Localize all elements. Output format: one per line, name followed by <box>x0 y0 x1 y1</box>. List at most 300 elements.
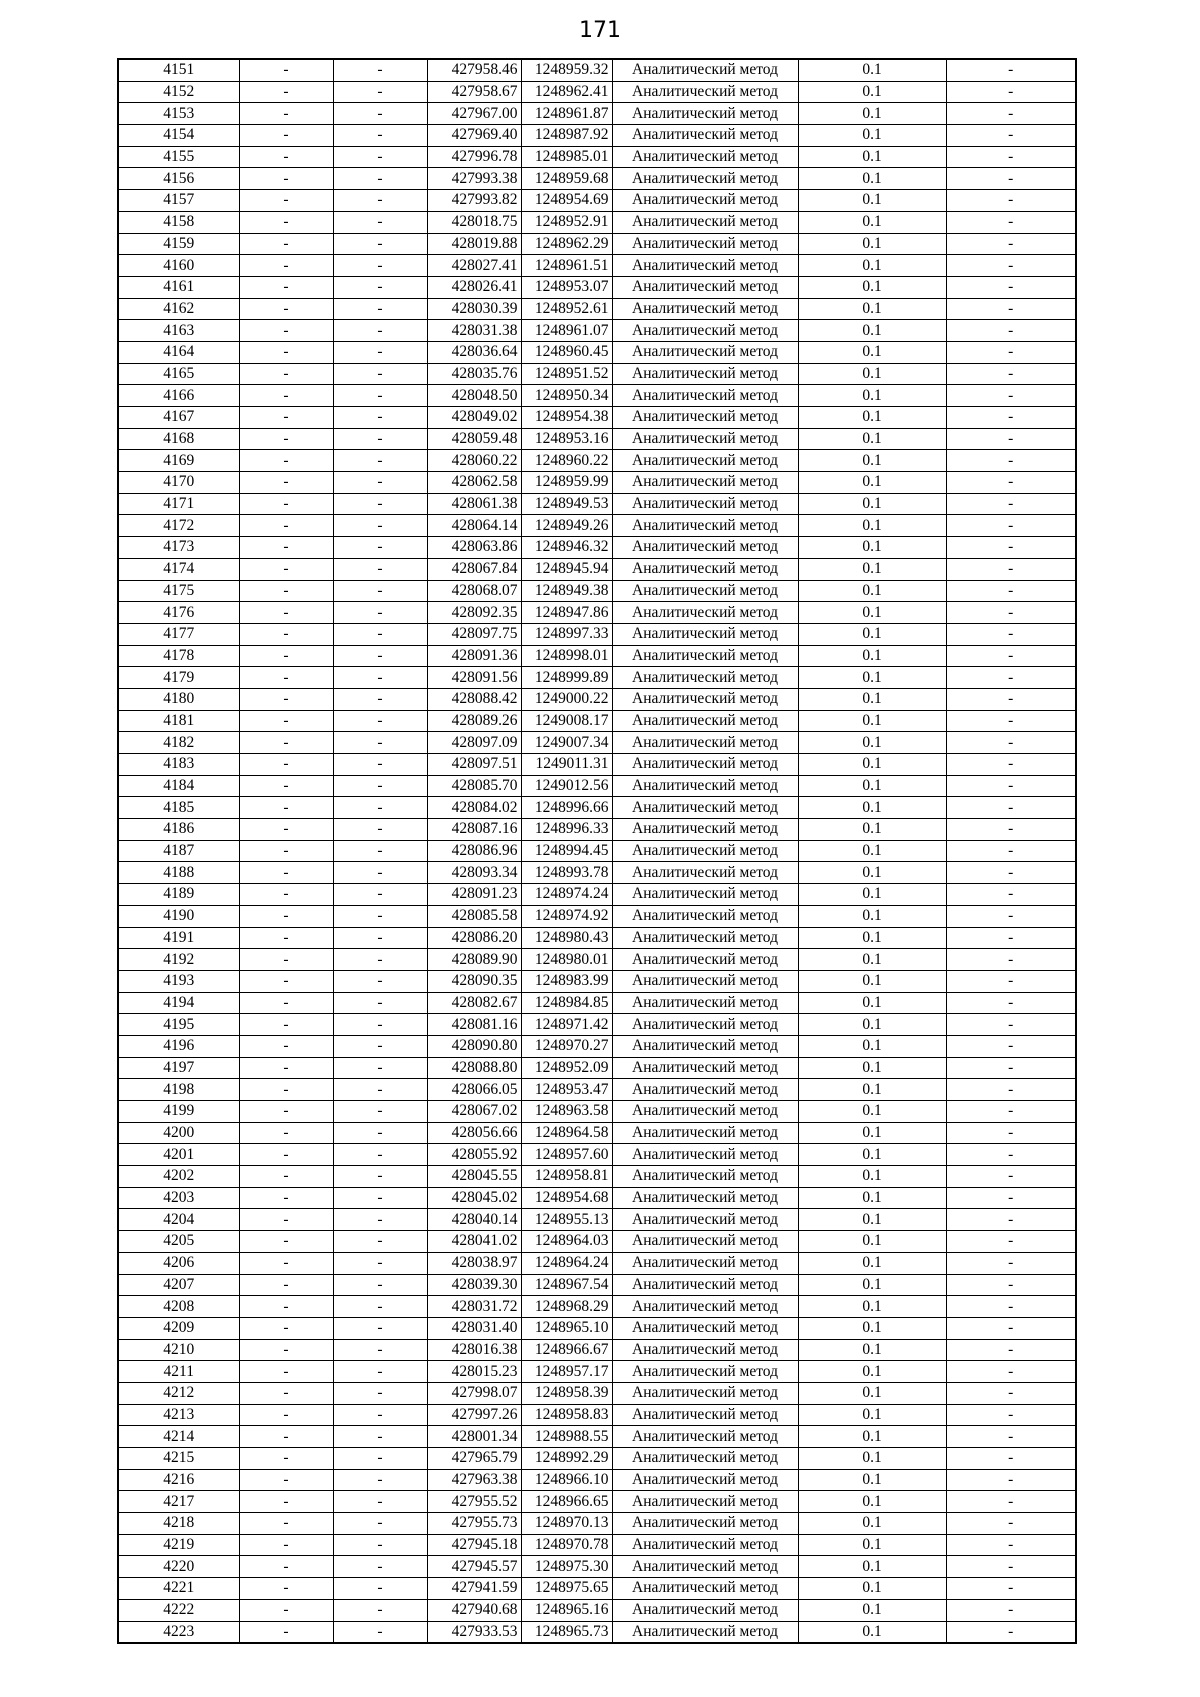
method-cell: Аналитический метод <box>612 819 798 841</box>
empty-cell: - <box>946 1057 1076 1079</box>
empty-cell: - <box>333 1209 427 1231</box>
accuracy-cell: 0.1 <box>798 667 946 689</box>
accuracy-cell: 0.1 <box>798 970 946 992</box>
empty-cell: - <box>333 580 427 602</box>
method-cell: Аналитический метод <box>612 450 798 472</box>
y-coordinate-cell: 1248961.51 <box>521 255 612 277</box>
y-coordinate-cell: 1248961.87 <box>521 103 612 125</box>
x-coordinate-cell: 427958.46 <box>427 59 521 81</box>
table-row <box>118 1014 1076 1036</box>
method-cell: Аналитический метод <box>612 884 798 906</box>
method-cell: Аналитический метод <box>612 667 798 689</box>
empty-cell: - <box>946 645 1076 667</box>
x-coordinate-cell: 428027.41 <box>427 255 521 277</box>
y-coordinate-cell: 1248964.03 <box>521 1231 612 1253</box>
empty-cell: - <box>239 840 333 862</box>
x-coordinate-cell: 428089.90 <box>427 949 521 971</box>
empty-cell: - <box>946 103 1076 125</box>
empty-cell: - <box>946 472 1076 494</box>
x-coordinate-cell: 428088.80 <box>427 1057 521 1079</box>
accuracy-cell: 0.1 <box>798 233 946 255</box>
empty-cell: - <box>239 905 333 927</box>
empty-cell: - <box>946 211 1076 233</box>
table-row <box>118 1209 1076 1231</box>
y-coordinate-cell: 1248987.92 <box>521 125 612 147</box>
y-coordinate-cell: 1248984.85 <box>521 992 612 1014</box>
empty-cell: - <box>946 1426 1076 1448</box>
x-coordinate-cell: 427997.26 <box>427 1404 521 1426</box>
method-cell: Аналитический метод <box>612 1209 798 1231</box>
point-number-cell: 4201 <box>118 1144 239 1166</box>
x-coordinate-cell: 428089.26 <box>427 710 521 732</box>
method-cell: Аналитический метод <box>612 1361 798 1383</box>
empty-cell: - <box>946 840 1076 862</box>
empty-cell: - <box>946 1491 1076 1513</box>
method-cell: Аналитический метод <box>612 1274 798 1296</box>
empty-cell: - <box>946 1079 1076 1101</box>
empty-cell: - <box>333 363 427 385</box>
table-row <box>118 168 1076 190</box>
empty-cell: - <box>239 493 333 515</box>
y-coordinate-cell: 1248970.13 <box>521 1513 612 1535</box>
x-coordinate-cell: 428085.58 <box>427 905 521 927</box>
method-cell: Аналитический метод <box>612 1426 798 1448</box>
empty-cell: - <box>333 1621 427 1643</box>
empty-cell: - <box>333 211 427 233</box>
empty-cell: - <box>333 905 427 927</box>
empty-cell: - <box>946 1317 1076 1339</box>
point-number-cell: 4163 <box>118 320 239 342</box>
empty-cell: - <box>333 1491 427 1513</box>
empty-cell: - <box>946 1469 1076 1491</box>
empty-cell: - <box>239 1404 333 1426</box>
table-row <box>118 1101 1076 1123</box>
x-coordinate-cell: 428090.35 <box>427 970 521 992</box>
empty-cell: - <box>239 1166 333 1188</box>
empty-cell: - <box>946 1578 1076 1600</box>
empty-cell: - <box>333 558 427 580</box>
point-number-cell: 4170 <box>118 472 239 494</box>
table-row <box>118 1599 1076 1621</box>
y-coordinate-cell: 1248949.53 <box>521 493 612 515</box>
empty-cell: - <box>946 1296 1076 1318</box>
table-row <box>118 884 1076 906</box>
empty-cell: - <box>239 970 333 992</box>
accuracy-cell: 0.1 <box>798 862 946 884</box>
method-cell: Аналитический метод <box>612 1404 798 1426</box>
accuracy-cell: 0.1 <box>798 797 946 819</box>
empty-cell: - <box>946 819 1076 841</box>
method-cell: Аналитический метод <box>612 580 798 602</box>
empty-cell: - <box>239 949 333 971</box>
point-number-cell: 4169 <box>118 450 239 472</box>
empty-cell: - <box>946 1274 1076 1296</box>
table-row <box>118 1534 1076 1556</box>
empty-cell: - <box>333 1317 427 1339</box>
y-coordinate-cell: 1248975.65 <box>521 1578 612 1600</box>
y-coordinate-cell: 1248949.26 <box>521 515 612 537</box>
point-number-cell: 4185 <box>118 797 239 819</box>
accuracy-cell: 0.1 <box>798 211 946 233</box>
accuracy-cell: 0.1 <box>798 1599 946 1621</box>
method-cell: Аналитический метод <box>612 927 798 949</box>
point-number-cell: 4188 <box>118 862 239 884</box>
y-coordinate-cell: 1248968.29 <box>521 1296 612 1318</box>
empty-cell: - <box>239 1057 333 1079</box>
table-row <box>118 558 1076 580</box>
empty-cell: - <box>333 927 427 949</box>
empty-cell: - <box>333 1296 427 1318</box>
empty-cell: - <box>946 407 1076 429</box>
empty-cell: - <box>333 1144 427 1166</box>
method-cell: Аналитический метод <box>612 732 798 754</box>
point-number-cell: 4157 <box>118 190 239 212</box>
accuracy-cell: 0.1 <box>798 1556 946 1578</box>
empty-cell: - <box>333 59 427 81</box>
method-cell: Аналитический метод <box>612 602 798 624</box>
empty-cell: - <box>946 493 1076 515</box>
point-number-cell: 4205 <box>118 1231 239 1253</box>
y-coordinate-cell: 1248953.47 <box>521 1079 612 1101</box>
method-cell: Аналитический метод <box>612 623 798 645</box>
point-number-cell: 4184 <box>118 775 239 797</box>
empty-cell: - <box>333 1101 427 1123</box>
x-coordinate-cell: 428067.02 <box>427 1101 521 1123</box>
method-cell: Аналитический метод <box>612 905 798 927</box>
accuracy-cell: 0.1 <box>798 905 946 927</box>
accuracy-cell: 0.1 <box>798 992 946 1014</box>
point-number-cell: 4161 <box>118 276 239 298</box>
empty-cell: - <box>946 450 1076 472</box>
accuracy-cell: 0.1 <box>798 493 946 515</box>
table-row <box>118 450 1076 472</box>
y-coordinate-cell: 1248947.86 <box>521 602 612 624</box>
empty-cell: - <box>239 1621 333 1643</box>
x-coordinate-cell: 428019.88 <box>427 233 521 255</box>
table-row <box>118 81 1076 103</box>
method-cell: Аналитический метод <box>612 1534 798 1556</box>
method-cell: Аналитический метод <box>612 385 798 407</box>
empty-cell: - <box>333 1252 427 1274</box>
empty-cell: - <box>239 1101 333 1123</box>
x-coordinate-cell: 428066.05 <box>427 1079 521 1101</box>
y-coordinate-cell: 1248964.24 <box>521 1252 612 1274</box>
accuracy-cell: 0.1 <box>798 81 946 103</box>
empty-cell: - <box>946 667 1076 689</box>
point-number-cell: 4220 <box>118 1556 239 1578</box>
accuracy-cell: 0.1 <box>798 1578 946 1600</box>
empty-cell: - <box>333 407 427 429</box>
method-cell: Аналитический метод <box>612 255 798 277</box>
point-number-cell: 4160 <box>118 255 239 277</box>
empty-cell: - <box>239 341 333 363</box>
x-coordinate-cell: 428031.72 <box>427 1296 521 1318</box>
empty-cell: - <box>333 862 427 884</box>
table-row <box>118 233 1076 255</box>
empty-cell: - <box>946 363 1076 385</box>
empty-cell: - <box>333 884 427 906</box>
empty-cell: - <box>239 1556 333 1578</box>
page-number: 171 <box>579 18 621 43</box>
empty-cell: - <box>946 320 1076 342</box>
empty-cell: - <box>333 1057 427 1079</box>
x-coordinate-cell: 428085.70 <box>427 775 521 797</box>
empty-cell: - <box>946 1101 1076 1123</box>
point-number-cell: 4176 <box>118 602 239 624</box>
method-cell: Аналитический метод <box>612 710 798 732</box>
empty-cell: - <box>239 450 333 472</box>
empty-cell: - <box>333 450 427 472</box>
table-row <box>118 688 1076 710</box>
method-cell: Аналитический метод <box>612 537 798 559</box>
y-coordinate-cell: 1248983.99 <box>521 970 612 992</box>
accuracy-cell: 0.1 <box>798 255 946 277</box>
empty-cell: - <box>239 515 333 537</box>
y-coordinate-cell: 1248965.16 <box>521 1599 612 1621</box>
table-row <box>118 428 1076 450</box>
empty-cell: - <box>239 1209 333 1231</box>
y-coordinate-cell: 1248965.10 <box>521 1317 612 1339</box>
empty-cell: - <box>239 81 333 103</box>
y-coordinate-cell: 1248953.07 <box>521 276 612 298</box>
table-row <box>118 1035 1076 1057</box>
empty-cell: - <box>333 1187 427 1209</box>
method-cell: Аналитический метод <box>612 320 798 342</box>
y-coordinate-cell: 1248960.45 <box>521 341 612 363</box>
table-row <box>118 298 1076 320</box>
empty-cell: - <box>239 472 333 494</box>
method-cell: Аналитический метод <box>612 1187 798 1209</box>
empty-cell: - <box>333 667 427 689</box>
table-row <box>118 190 1076 212</box>
accuracy-cell: 0.1 <box>798 688 946 710</box>
empty-cell: - <box>239 1382 333 1404</box>
x-coordinate-cell: 428018.75 <box>427 211 521 233</box>
empty-cell: - <box>333 732 427 754</box>
point-number-cell: 4173 <box>118 537 239 559</box>
point-number-cell: 4187 <box>118 840 239 862</box>
y-coordinate-cell: 1248954.69 <box>521 190 612 212</box>
table-row <box>118 211 1076 233</box>
point-number-cell: 4202 <box>118 1166 239 1188</box>
empty-cell: - <box>239 1187 333 1209</box>
method-cell: Аналитический метод <box>612 211 798 233</box>
x-coordinate-cell: 427933.53 <box>427 1621 521 1643</box>
accuracy-cell: 0.1 <box>798 407 946 429</box>
accuracy-cell: 0.1 <box>798 1469 946 1491</box>
point-number-cell: 4155 <box>118 146 239 168</box>
method-cell: Аналитический метод <box>612 1166 798 1188</box>
empty-cell: - <box>239 103 333 125</box>
y-coordinate-cell: 1248962.29 <box>521 233 612 255</box>
accuracy-cell: 0.1 <box>798 1274 946 1296</box>
method-cell: Аналитический метод <box>612 558 798 580</box>
empty-cell: - <box>946 1404 1076 1426</box>
method-cell: Аналитический метод <box>612 1231 798 1253</box>
point-number-cell: 4196 <box>118 1035 239 1057</box>
method-cell: Аналитический метод <box>612 1014 798 1036</box>
empty-cell: - <box>946 884 1076 906</box>
point-number-cell: 4164 <box>118 341 239 363</box>
table-row <box>118 1513 1076 1535</box>
table-row <box>118 819 1076 841</box>
empty-cell: - <box>333 276 427 298</box>
method-cell: Аналитический метод <box>612 276 798 298</box>
table-row <box>118 905 1076 927</box>
empty-cell: - <box>333 1231 427 1253</box>
empty-cell: - <box>333 754 427 776</box>
y-coordinate-cell: 1248999.89 <box>521 667 612 689</box>
method-cell: Аналитический метод <box>612 81 798 103</box>
y-coordinate-cell: 1248966.10 <box>521 1469 612 1491</box>
point-number-cell: 4206 <box>118 1252 239 1274</box>
empty-cell: - <box>333 1534 427 1556</box>
method-cell: Аналитический метод <box>612 688 798 710</box>
x-coordinate-cell: 428016.38 <box>427 1339 521 1361</box>
point-number-cell: 4175 <box>118 580 239 602</box>
empty-cell: - <box>333 797 427 819</box>
y-coordinate-cell: 1248959.32 <box>521 59 612 81</box>
y-coordinate-cell: 1248974.92 <box>521 905 612 927</box>
empty-cell: - <box>333 385 427 407</box>
x-coordinate-cell: 427955.73 <box>427 1513 521 1535</box>
y-coordinate-cell: 1248952.61 <box>521 298 612 320</box>
y-coordinate-cell: 1248992.29 <box>521 1448 612 1470</box>
method-cell: Аналитический метод <box>612 190 798 212</box>
accuracy-cell: 0.1 <box>798 1166 946 1188</box>
table-row <box>118 472 1076 494</box>
table-body <box>118 59 1076 1643</box>
x-coordinate-cell: 428055.92 <box>427 1144 521 1166</box>
empty-cell: - <box>239 1426 333 1448</box>
x-coordinate-cell: 427993.82 <box>427 190 521 212</box>
method-cell: Аналитический метод <box>612 1317 798 1339</box>
x-coordinate-cell: 428097.75 <box>427 623 521 645</box>
empty-cell: - <box>333 103 427 125</box>
empty-cell: - <box>239 667 333 689</box>
method-cell: Аналитический метод <box>612 645 798 667</box>
y-coordinate-cell: 1248967.54 <box>521 1274 612 1296</box>
table-row <box>118 1122 1076 1144</box>
x-coordinate-cell: 427958.67 <box>427 81 521 103</box>
empty-cell: - <box>239 1079 333 1101</box>
accuracy-cell: 0.1 <box>798 623 946 645</box>
empty-cell: - <box>239 537 333 559</box>
empty-cell: - <box>333 341 427 363</box>
y-coordinate-cell: 1248945.94 <box>521 558 612 580</box>
table-row <box>118 276 1076 298</box>
table-row <box>118 602 1076 624</box>
empty-cell: - <box>239 1231 333 1253</box>
accuracy-cell: 0.1 <box>798 1144 946 1166</box>
empty-cell: - <box>946 125 1076 147</box>
empty-cell: - <box>333 1361 427 1383</box>
y-coordinate-cell: 1248961.07 <box>521 320 612 342</box>
point-number-cell: 4158 <box>118 211 239 233</box>
x-coordinate-cell: 427998.07 <box>427 1382 521 1404</box>
empty-cell: - <box>239 1144 333 1166</box>
empty-cell: - <box>333 1556 427 1578</box>
y-coordinate-cell: 1248988.55 <box>521 1426 612 1448</box>
y-coordinate-cell: 1248997.33 <box>521 623 612 645</box>
x-coordinate-cell: 427940.68 <box>427 1599 521 1621</box>
accuracy-cell: 0.1 <box>798 1057 946 1079</box>
empty-cell: - <box>946 558 1076 580</box>
point-number-cell: 4181 <box>118 710 239 732</box>
empty-cell: - <box>239 1491 333 1513</box>
method-cell: Аналитический метод <box>612 1144 798 1166</box>
empty-cell: - <box>946 1534 1076 1556</box>
empty-cell: - <box>946 1448 1076 1470</box>
empty-cell: - <box>946 623 1076 645</box>
empty-cell: - <box>239 385 333 407</box>
y-coordinate-cell: 1248951.52 <box>521 363 612 385</box>
empty-cell: - <box>239 407 333 429</box>
accuracy-cell: 0.1 <box>798 1513 946 1535</box>
point-number-cell: 4189 <box>118 884 239 906</box>
x-coordinate-cell: 428041.02 <box>427 1231 521 1253</box>
empty-cell: - <box>333 602 427 624</box>
empty-cell: - <box>239 862 333 884</box>
x-coordinate-cell: 428036.64 <box>427 341 521 363</box>
accuracy-cell: 0.1 <box>798 754 946 776</box>
point-number-cell: 4215 <box>118 1448 239 1470</box>
empty-cell: - <box>239 688 333 710</box>
accuracy-cell: 0.1 <box>798 949 946 971</box>
x-coordinate-cell: 427965.79 <box>427 1448 521 1470</box>
empty-cell: - <box>946 1252 1076 1274</box>
method-cell: Аналитический метод <box>612 992 798 1014</box>
table-row <box>118 1144 1076 1166</box>
x-coordinate-cell: 428060.22 <box>427 450 521 472</box>
point-number-cell: 4182 <box>118 732 239 754</box>
x-coordinate-cell: 427945.57 <box>427 1556 521 1578</box>
table-row <box>118 580 1076 602</box>
empty-cell: - <box>239 1361 333 1383</box>
y-coordinate-cell: 1249000.22 <box>521 688 612 710</box>
accuracy-cell: 0.1 <box>798 320 946 342</box>
empty-cell: - <box>946 710 1076 732</box>
point-number-cell: 4221 <box>118 1578 239 1600</box>
accuracy-cell: 0.1 <box>798 515 946 537</box>
point-number-cell: 4168 <box>118 428 239 450</box>
table-row <box>118 1057 1076 1079</box>
table-row <box>118 1491 1076 1513</box>
y-coordinate-cell: 1249011.31 <box>521 754 612 776</box>
table-row <box>118 1426 1076 1448</box>
x-coordinate-cell: 428038.97 <box>427 1252 521 1274</box>
empty-cell: - <box>239 623 333 645</box>
accuracy-cell: 0.1 <box>798 840 946 862</box>
accuracy-cell: 0.1 <box>798 775 946 797</box>
empty-cell: - <box>946 428 1076 450</box>
table-row <box>118 645 1076 667</box>
empty-cell: - <box>946 1187 1076 1209</box>
empty-cell: - <box>333 970 427 992</box>
empty-cell: - <box>946 276 1076 298</box>
empty-cell: - <box>946 602 1076 624</box>
point-number-cell: 4222 <box>118 1599 239 1621</box>
empty-cell: - <box>239 1339 333 1361</box>
empty-cell: - <box>946 515 1076 537</box>
accuracy-cell: 0.1 <box>798 1361 946 1383</box>
empty-cell: - <box>239 580 333 602</box>
empty-cell: - <box>333 840 427 862</box>
empty-cell: - <box>239 884 333 906</box>
x-coordinate-cell: 428086.96 <box>427 840 521 862</box>
point-number-cell: 4153 <box>118 103 239 125</box>
empty-cell: - <box>946 927 1076 949</box>
